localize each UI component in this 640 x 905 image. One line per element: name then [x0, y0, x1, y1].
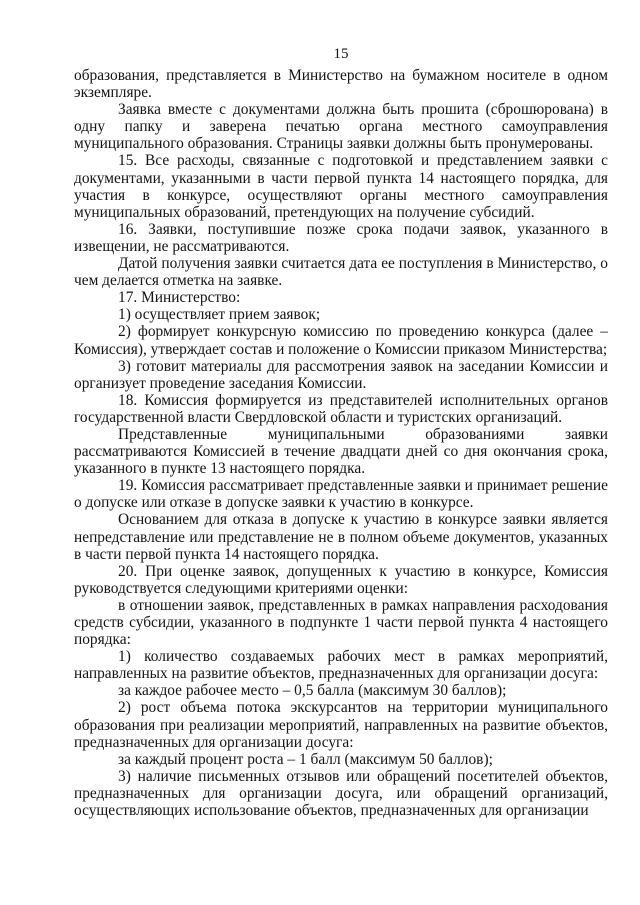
paragraph: в отношении заявок, представленных в рамках направления расходования средств субсидии, указанного в подпункте 1 части первой пункта 4 настоящего порядка: — [74, 596, 608, 649]
paragraph: Основанием для отказа в допуске к участию в конкурсе заявки является непредставление или представление не в полном объеме документов, указанных в части первой пункта 14 настоящего порядка. — [74, 511, 608, 563]
paragraph: 17. Министерство: — [118, 289, 241, 307]
document-body — [74, 67, 608, 819]
paragraph: 19. Комиссия рассматривает представленные заявки и принимает решение о допуске или отказе в допуске заявки к участию в конкурсе. — [74, 477, 608, 512]
paragraph: 15. Все расходы, связанные с подготовкой и представлением заявки с документами, указанными в части первой пункта 14 настоящего порядка, для участия в конкурсе, осуществляют органы местного самоуправления муниципальных образований, претендующих на получение субсидий. — [74, 152, 608, 221]
paragraph: 2) рост объема потока экскурсантов на территории муниципального образования при реализации мероприятий, направленных на развитие объектов, предназначенных для организации досуга: — [74, 699, 608, 751]
paragraph: за каждое рабочее место – 0,5 балла (максимум 30 баллов); — [118, 682, 507, 700]
page-number: 15 — [333, 46, 349, 62]
paragraph: 16. Заявки, поступившие позже срока подачи заявок, указанного в извещении, не рассматриваются. — [74, 220, 608, 255]
paragraph: 2) формирует конкурсную комиссию по проведению конкурса (далее – Комиссия), утверждает состав и положение о Комиссии приказом Министерства; — [74, 323, 608, 358]
paragraph: 3) наличие письменных отзывов или обращений посетителей объектов, предназначенных для организации досуга, или обращений организаций, осуществляющих использование объектов, предназначенных для организации — [74, 767, 608, 820]
paragraph: за каждый процент роста – 1 балл (максимум 50 баллов); — [118, 750, 493, 768]
paragraph: Заявка вместе с документами должна быть прошита (сброшюрована) в одну папку и заверена печатью органа местного самоуправления муниципального образования. Страницы заявки должны быть пронумерованы. — [74, 101, 608, 153]
paragraph: 1) осуществляет прием заявок; — [118, 306, 321, 324]
paragraph: Представленные муниципальными образованиями заявки рассматриваются Комиссией в течение двадцати дней со дня окончания срока, указанного в пункте 13 настоящего порядка. — [74, 425, 608, 478]
paragraph: образования, представляется в Министерство на бумажном носителе в одном экземпляре. — [74, 67, 608, 102]
paragraph: Датой получения заявки считается дата ее поступления в Министерство, о чем делается отметка на заявке. — [74, 255, 608, 290]
paragraph: 3) готовит материалы для рассмотрения заявок на заседании Комиссии и организует проведение заседания Комиссии. — [74, 357, 608, 392]
paragraph: 20. При оценке заявок, допущенных к участию в конкурсе, Комиссия руководствуется следующими критериями оценки: — [74, 562, 608, 597]
paragraph: 1) количество создаваемых рабочих мест в рамках мероприятий, направленных на развитие объектов, предназначенных для организации досуга: — [74, 648, 608, 683]
paragraph: 18. Комиссия формируется из представителей исполнительных органов государственной власти Свердловской области и туристских организаций. — [74, 391, 608, 426]
